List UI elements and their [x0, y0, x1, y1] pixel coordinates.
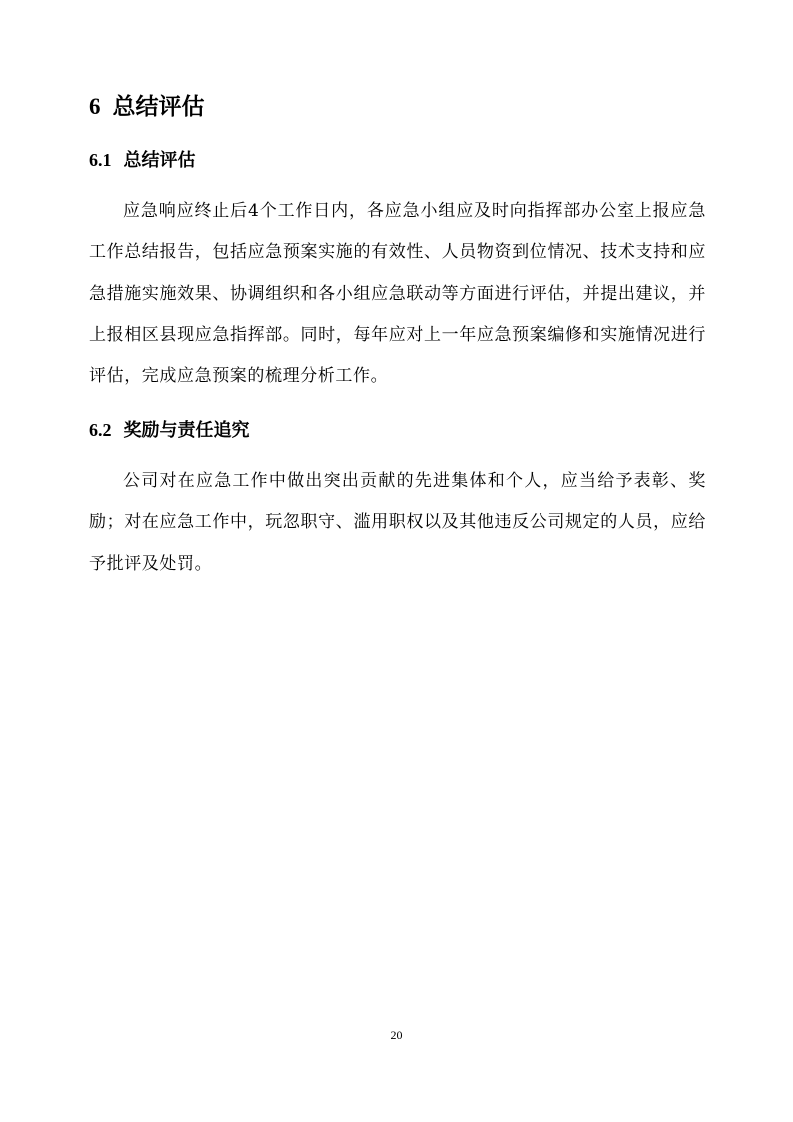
- paragraph-summary-evaluation: 应急响应终止后4个工作日内，各应急小组应及时向指挥部办公室上报应急工作总结报告，包括应急预案实施的有效性、人员物资到位情况、技术支持和应急措施实施效果、协调组织和各小组应急联动等方面进行评估，并提出建议，并上报相区县现应急指挥部。同时，每年应对上一年应急预案编修和实施情况进行评估，完成应急预案的梳理分析工作。: [89, 201, 706, 387]
- page-number: 20: [390, 1028, 403, 1042]
- subsection-title: 总结评估: [123, 150, 196, 171]
- subsection-heading-6-2: [89, 417, 250, 444]
- subsection-number: 6.1: [89, 150, 112, 170]
- section-heading: [89, 90, 205, 124]
- subsection-number: 6.2: [89, 420, 112, 440]
- section-number: 6: [89, 94, 101, 119]
- section-title: 总结评估: [112, 93, 205, 120]
- subsection-title: 奖励与责任追究: [123, 420, 250, 441]
- subsection-heading-6-1: [89, 147, 196, 174]
- paragraph-rewards-accountability: 公司对在应急工作中做出突出贡献的先进集体和个人，应当给予表彰、奖励；对在应急工作中，玩忽职守、滥用职权以及其他违反公司规定的人员，应给予批评及处罚。: [89, 471, 706, 574]
